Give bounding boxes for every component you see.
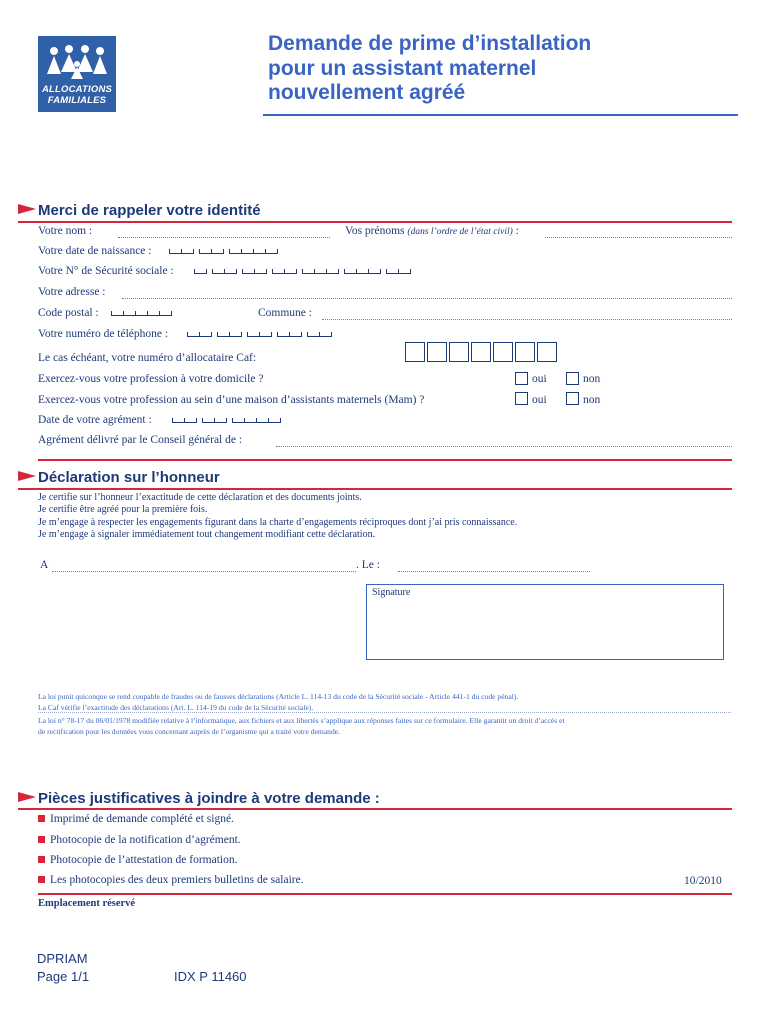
piece-item: Photocopie de l’attestation de formation. bbox=[38, 854, 237, 866]
mam-oui-label: oui bbox=[532, 394, 547, 406]
agrement-conseil-label: Agrément délivré par le Conseil général de : bbox=[38, 434, 243, 446]
commune-field[interactable] bbox=[322, 319, 732, 320]
piece-item: Imprimé de demande complété et signé. bbox=[38, 813, 234, 825]
pieces-heading: Pièces justificatives à joindre à votre demande : bbox=[18, 790, 380, 807]
lieu-field[interactable] bbox=[52, 571, 356, 572]
title-line3: nouvellement agréé bbox=[268, 81, 466, 104]
telephone-field[interactable] bbox=[187, 332, 332, 337]
legal-line: La loi n° 78-17 du 06/01/1978 modifiée relative à l’informatique, aux fichiers et aux libertés s’applique aux réponses faites sur ce formulaire. Elle garantit un droit d’accès et bbox=[38, 716, 565, 725]
agrement-conseil-field[interactable] bbox=[276, 446, 732, 447]
section-divider bbox=[38, 893, 732, 895]
idx-code: IDX P 11460 bbox=[174, 969, 247, 984]
secu-field[interactable] bbox=[194, 269, 411, 274]
mam-oui-checkbox[interactable] bbox=[515, 392, 528, 405]
legal-divider bbox=[38, 712, 731, 713]
declaration-heading: Déclaration sur l’honneur bbox=[18, 469, 220, 486]
date-le-field[interactable] bbox=[398, 571, 590, 572]
logo-line1: ALLOCATIONS bbox=[41, 84, 113, 95]
nom-field[interactable] bbox=[118, 237, 330, 238]
prenoms-field[interactable] bbox=[545, 237, 732, 238]
adresse-label: Votre adresse : bbox=[38, 286, 106, 298]
allocataire-field[interactable] bbox=[405, 342, 557, 362]
adresse-field[interactable] bbox=[122, 298, 732, 299]
family-icon bbox=[44, 44, 110, 80]
bullet-icon bbox=[38, 856, 45, 863]
declaration-line: Je certifie être agréé pour la première fois. bbox=[38, 504, 208, 516]
section-divider bbox=[18, 488, 732, 490]
signature-label: Signature bbox=[372, 587, 411, 598]
legal-line: La Caf vérifie l’exactitude des déclarations (Art. L. 114-19 du code de la Sécurité sociale). bbox=[38, 703, 314, 712]
nom-label: Votre nom : bbox=[38, 225, 93, 237]
arrow-icon bbox=[18, 471, 36, 481]
code-postal-label: Code postal : bbox=[38, 307, 99, 319]
domicile-oui-checkbox[interactable] bbox=[515, 372, 528, 385]
caf-logo bbox=[38, 36, 116, 112]
lieu-label: A bbox=[40, 559, 49, 571]
agrement-date-label: Date de votre agrément : bbox=[38, 414, 152, 426]
declaration-text bbox=[38, 492, 517, 541]
arrow-icon bbox=[18, 792, 36, 802]
mam-non-label: non bbox=[583, 394, 601, 406]
secu-label: Votre N° de Sécurité sociale : bbox=[38, 265, 174, 277]
declaration-line: Je m’engage à signaler immédiatement tout changement modifiant cette déclaration. bbox=[38, 528, 376, 540]
domicile-oui-label: oui bbox=[532, 373, 547, 385]
piece-item: Photocopie de la notification d’agrément. bbox=[38, 834, 241, 846]
domicile-question: Exercez-vous votre profession à votre domicile ? bbox=[38, 373, 264, 385]
piece-item: Les photocopies des deux premiers bulletins de salaire. bbox=[38, 874, 304, 886]
page-title bbox=[268, 32, 708, 106]
legal-line: de rectification pour les données vous concernant auprès de l’organisme qui a traité votre demande. bbox=[38, 727, 341, 736]
agrement-date-field[interactable] bbox=[172, 418, 281, 423]
logo-line2: FAMILIALES bbox=[47, 95, 107, 106]
arrow-icon bbox=[18, 204, 36, 214]
form-date: 10/2010 bbox=[684, 875, 722, 887]
prenoms-label: Vos prénoms (dans l’ordre de l’état civil) : bbox=[345, 225, 519, 237]
bullet-icon bbox=[38, 876, 45, 883]
naissance-field[interactable] bbox=[169, 249, 278, 254]
date-le-label: . Le : bbox=[356, 559, 380, 571]
telephone-label: Votre numéro de téléphone : bbox=[38, 328, 169, 340]
title-rule bbox=[263, 114, 738, 116]
mam-question: Exercez-vous votre profession au sein d’une maison d’assistants maternels (Mam) ? bbox=[38, 394, 425, 406]
mam-non-checkbox[interactable] bbox=[566, 392, 579, 405]
domicile-non-label: non bbox=[583, 373, 601, 385]
bullet-icon bbox=[38, 815, 45, 822]
domicile-non-checkbox[interactable] bbox=[566, 372, 579, 385]
page-number: Page 1/1 bbox=[37, 969, 90, 984]
bullet-icon bbox=[38, 836, 45, 843]
identity-heading: Merci de rappeler votre identité bbox=[18, 202, 261, 219]
section-divider bbox=[38, 459, 732, 461]
section-divider bbox=[18, 808, 732, 810]
declaration-line: Je m’engage à respecter les engagements figurant dans la charte d’engagements réciproques dont j’ai pris connaissance. bbox=[38, 516, 518, 528]
title-line2: pour un assistant maternel bbox=[268, 56, 537, 80]
legal-line: La loi punit quiconque se rend coupable de fraudes ou de fausses déclarations (Article L. 114-13 du code de la Sécurité sociale - Article 441-1 du code pénal). bbox=[38, 692, 519, 701]
code-postal-field[interactable] bbox=[111, 311, 172, 316]
commune-label: Commune : bbox=[258, 307, 312, 319]
emplacement-reserve: Emplacement réservé bbox=[38, 898, 136, 909]
title-line1: Demande de prime d’installation bbox=[268, 32, 592, 55]
allocataire-label: Le cas échéant, votre numéro d’allocataire Caf: bbox=[38, 352, 257, 364]
naissance-label: Votre date de naissance : bbox=[38, 245, 152, 257]
section-divider bbox=[18, 221, 732, 223]
form-code: DPRIAM bbox=[37, 951, 88, 966]
declaration-line: Je certifie sur l’honneur l’exactitude de cette déclaration et des documents joints. bbox=[38, 492, 362, 503]
signature-box[interactable] bbox=[366, 584, 724, 660]
